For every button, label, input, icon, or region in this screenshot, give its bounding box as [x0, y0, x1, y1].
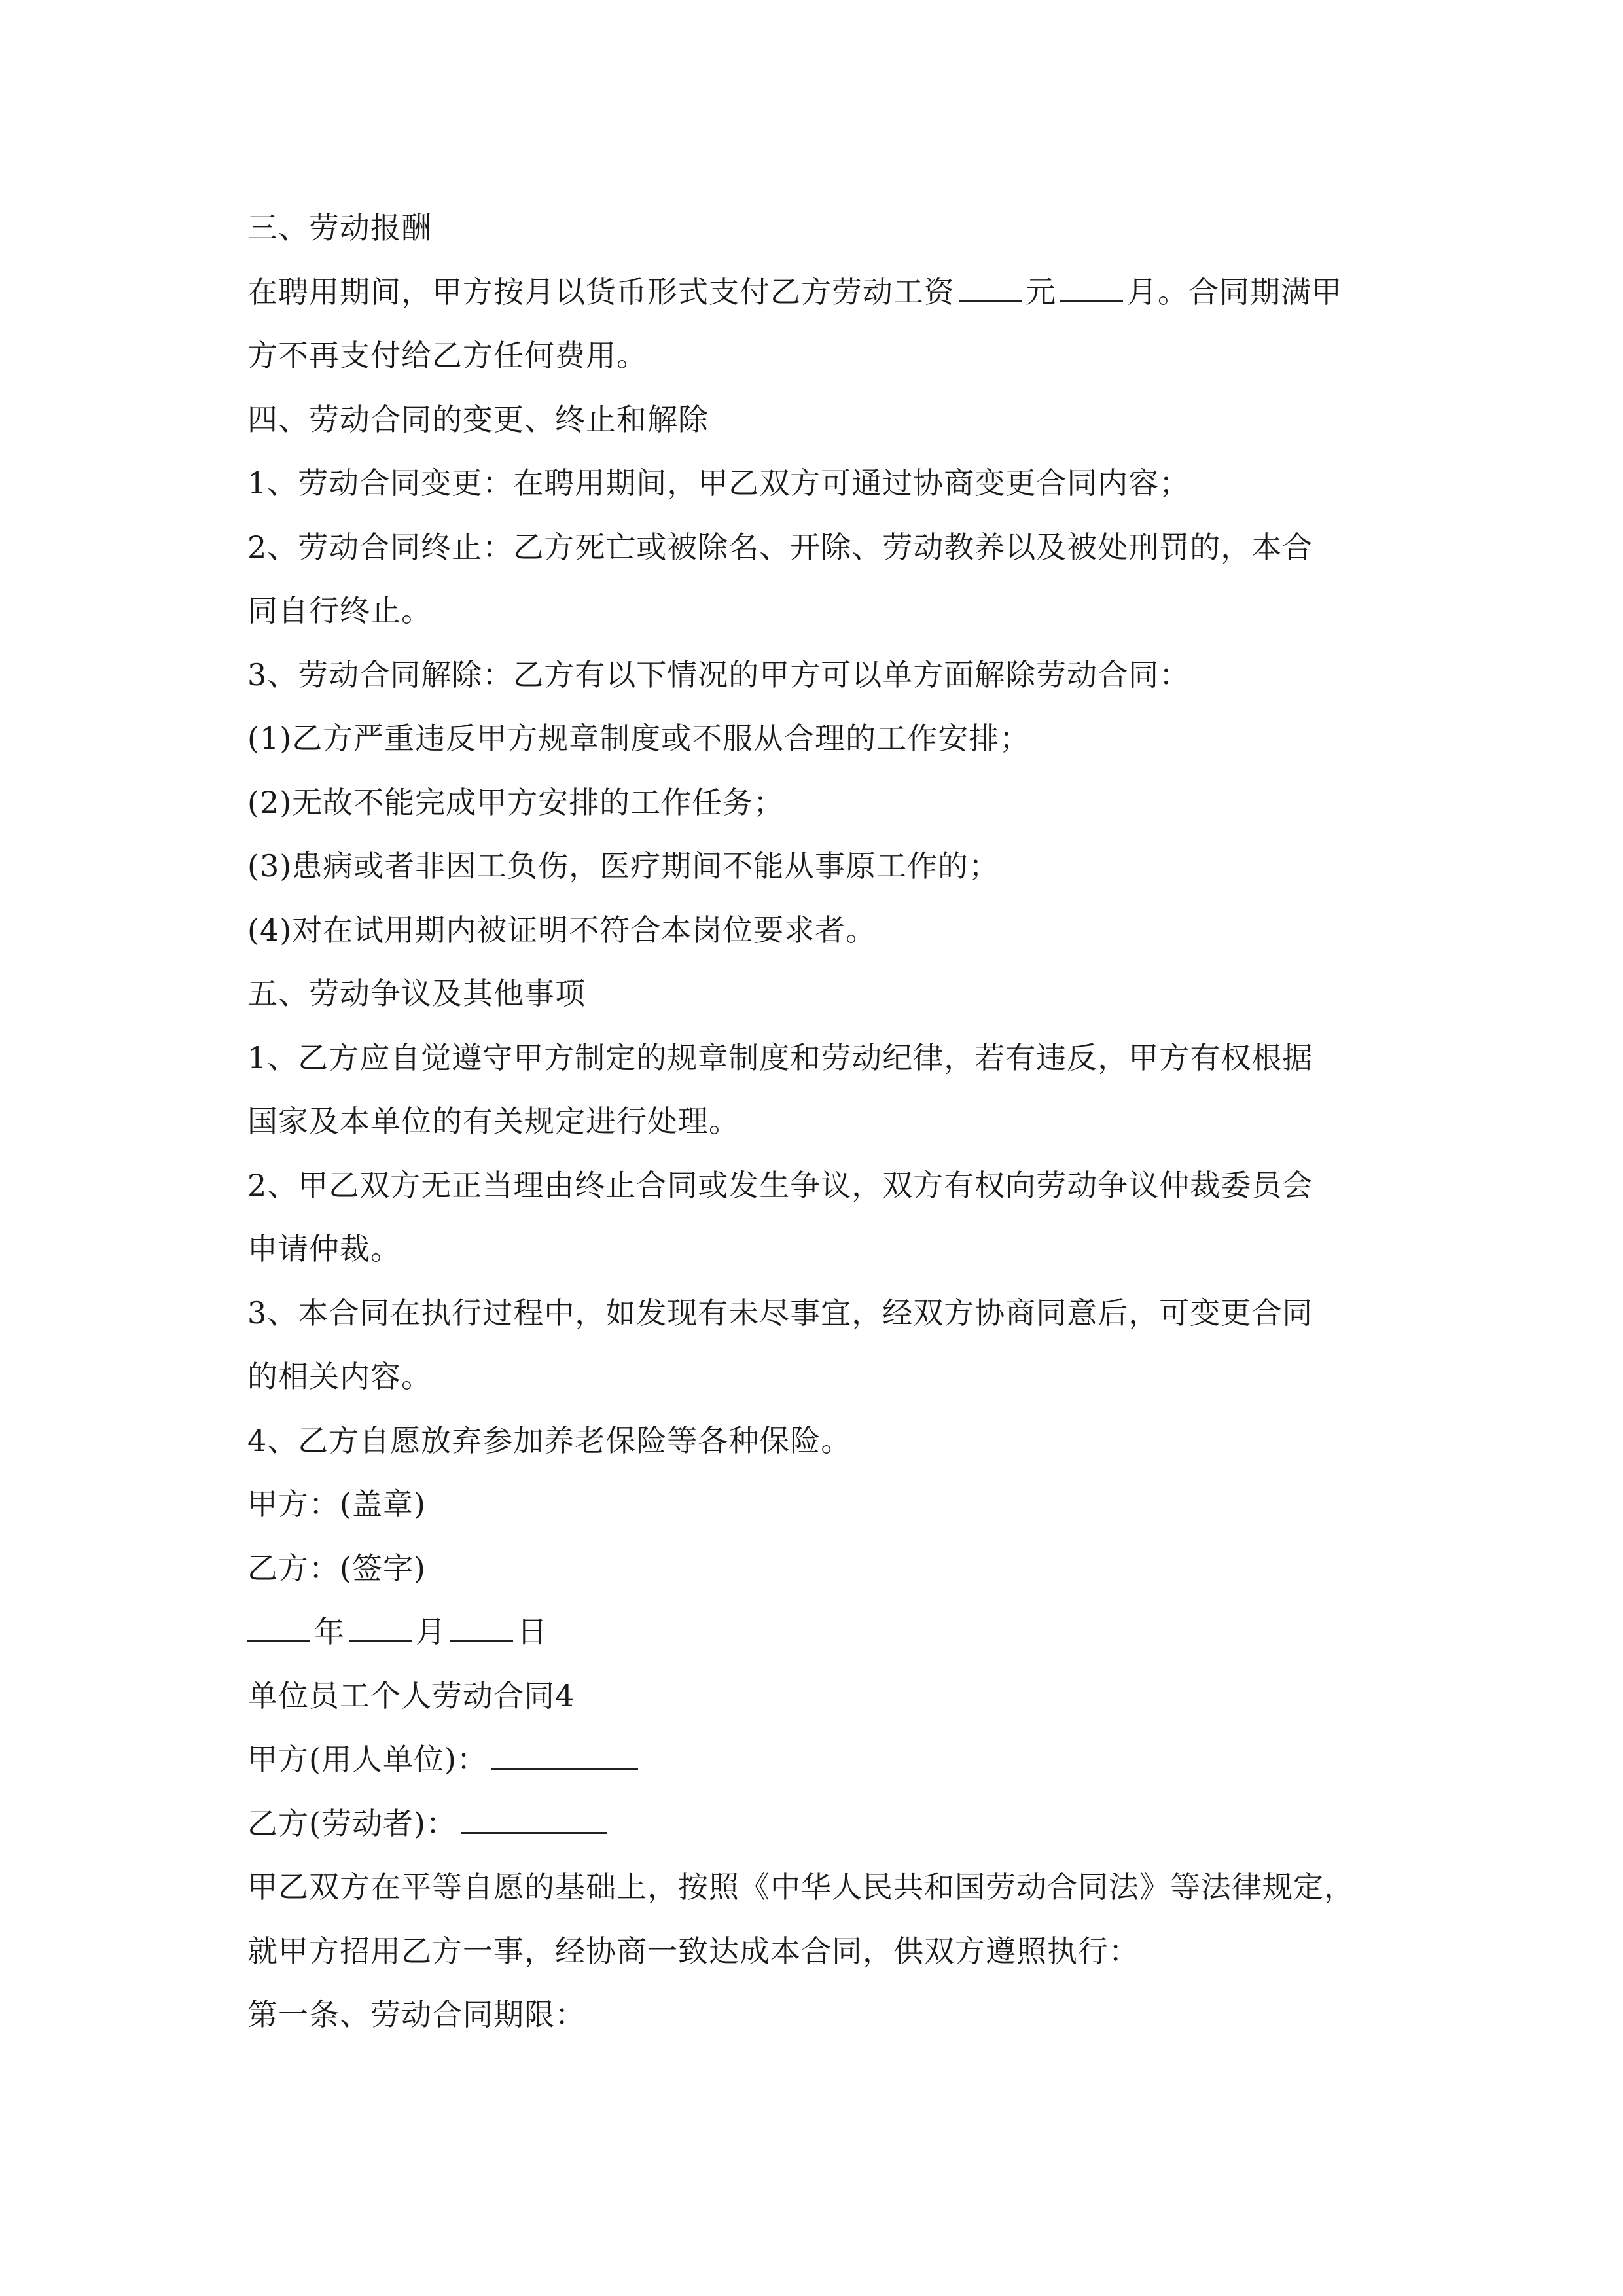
article-heading: 第一条、劳动合同期限： — [247, 1997, 586, 2032]
paragraph-line: 2、甲乙双方无正当理由终止合同或发生争议，双方有权向劳动争议仲裁委员会 — [247, 1167, 1313, 1203]
document-body — [247, 196, 1386, 2047]
fill-blank-day — [450, 1614, 513, 1642]
signature-party-a: 甲方：(盖章) — [247, 1486, 426, 1522]
paragraph-line: 1、劳动合同变更：在聘用期间，甲乙双方可通过协商变更合同内容； — [247, 465, 1190, 501]
section-heading-change-termination: 四、劳动合同的变更、终止和解除 — [247, 401, 709, 437]
list-item: (1)乙方严重违反甲方规章制度或不服从合理的工作安排； — [247, 721, 1031, 756]
fill-blank-employer — [491, 1742, 638, 1770]
paragraph-line: 4、乙方自愿放弃参加养老保险等各种保险。 — [247, 1422, 852, 1458]
list-item: (4)对在试用期内被证明不符合本岗位要求者。 — [247, 912, 877, 948]
contract-title: 单位员工个人劳动合同4 — [247, 1677, 575, 1713]
party-b-line: 乙方(劳动者)： — [247, 1792, 1386, 1856]
fill-blank-salary-amount — [959, 274, 1022, 302]
party-a-line: 甲方(用人单位)： — [247, 1728, 1386, 1792]
section-heading-disputes: 五、劳动争议及其他事项 — [247, 976, 586, 1011]
paragraph-line: 方不再支付给乙方任何费用。 — [247, 338, 647, 373]
paragraph-line: 国家及本单位的有关规定进行处理。 — [247, 1103, 740, 1139]
signature-date: 年 月 日 — [247, 1600, 1386, 1664]
fill-blank-year — [247, 1614, 310, 1642]
signature-party-b: 乙方：(签字) — [247, 1550, 426, 1586]
paragraph-line: 3、本合同在执行过程中，如发现有未尽事宜，经双方协商同意后，可变更合同 — [247, 1295, 1313, 1331]
fill-blank-salary-period — [1060, 274, 1123, 302]
paragraph-line: 的相关内容。 — [247, 1359, 432, 1394]
paragraph-line: 就甲方招用乙方一事，经协商一致达成本合同，供双方遵照执行： — [247, 1933, 1139, 1969]
list-item: (2)无故不能完成甲方安排的工作任务； — [247, 784, 785, 820]
paragraph-line: 2、劳动合同终止：乙方死亡或被除名、开除、劳动教养以及被处刑罚的，本合 — [247, 529, 1313, 565]
text-segment: 月。合同期满甲 — [1127, 274, 1342, 310]
text-segment: 元 — [1026, 274, 1056, 310]
section-heading-remuneration: 三、劳动报酬 — [247, 210, 432, 245]
paragraph-line — [247, 260, 1386, 325]
fill-blank-month — [349, 1614, 412, 1642]
paragraph-line: 申请仲裁。 — [247, 1231, 401, 1266]
paragraph-line: 甲乙双方在平等自愿的基础上，按照《中华人民共和国劳动合同法》等法律规定， — [247, 1869, 1355, 1905]
paragraph-line: 同自行终止。 — [247, 593, 432, 628]
paragraph-line: 1、乙方应自觉遵守甲方制定的规章制度和劳动纪律，若有违反，甲方有权根据 — [247, 1039, 1313, 1075]
text-segment: 在聘用期间，甲方按月以货币形式支付乙方劳动工资 — [247, 274, 955, 310]
list-item: (3)患病或者非因工负伤，医疗期间不能从事原工作的； — [247, 848, 1000, 884]
paragraph-line: 3、劳动合同解除：乙方有以下情况的甲方可以单方面解除劳动合同： — [247, 656, 1190, 692]
fill-blank-employee — [461, 1806, 607, 1834]
